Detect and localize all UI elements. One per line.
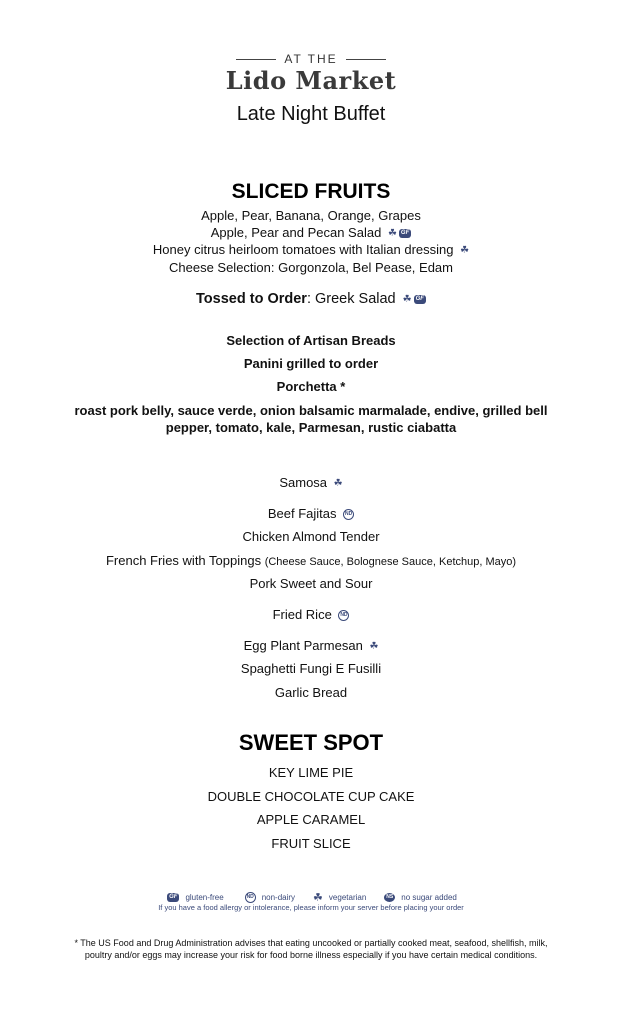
legend-gluten-free (165, 893, 224, 902)
menu-item (0, 241, 622, 259)
menu-item (0, 224, 622, 242)
menu-item: Chicken Almond Tender (242, 529, 380, 544)
section-title-sliced-fruits: SLICED FRUITS (231, 180, 391, 203)
menu-item: Spaghetti Fungi E Fusilli (240, 661, 382, 676)
menu-item: Porchetta * (276, 379, 346, 394)
legend-label: non-dairy (261, 893, 296, 902)
vegetarian-leaf-icon: ☘ (387, 228, 397, 240)
menu-item: Garlic Bread (274, 685, 348, 700)
menu-item: DOUBLE CHOCOLATE CUP CAKE (207, 789, 415, 804)
menu-item-label: Honey citrus heirloom tomatoes with Italian dressing (152, 242, 454, 257)
menu-item-label: Samosa (279, 475, 328, 490)
non-dairy-icon: ND (343, 509, 354, 520)
menu-item-label: Egg Plant Parmesan (243, 638, 363, 653)
at-the-label (0, 52, 622, 66)
menu-item: FRUIT SLICE (271, 836, 351, 851)
non-dairy-icon: ND (338, 610, 349, 621)
gluten-free-icon: GF (415, 295, 424, 302)
gluten-free-icon: GF (400, 230, 410, 237)
vegetarian-leaf-icon: ☘ (333, 478, 343, 490)
menu-item-label: Fried Rice (272, 607, 332, 622)
menu-item: Panini grilled to order (243, 356, 379, 371)
menu-item: Pork Sweet and Sour (249, 576, 373, 591)
menu-item (0, 552, 622, 571)
menu-item (0, 606, 622, 623)
menu-item-desc: pepper, tomato, kale, Parmesan, rustic ciabatta (165, 420, 457, 435)
menu-item: Cheese Selection: Gorgonzola, Bel Pease, Edam (168, 260, 453, 275)
menu-item-label: French Fries with Toppings (105, 553, 262, 568)
no-sugar-icon: NS (384, 893, 395, 902)
menu-item-desc: roast pork belly, sauce verde, onion balsamic marmalade, endive, grilled bell (74, 403, 548, 418)
menu-item: KEY LIME PIE (268, 765, 354, 780)
menu-item (0, 505, 622, 522)
brand-logo: Lido Market (225, 66, 397, 95)
menu-item-toppings: (Cheese Sauce, Bolognese Sauce, Ketchup, Mayo) (264, 556, 517, 568)
menu-item (0, 637, 622, 655)
legend-non-dairy (242, 892, 295, 903)
tossed-label: Tossed to Order (196, 291, 307, 307)
non-dairy-icon: ND (245, 892, 256, 903)
menu-item: APPLE CARAMEL (256, 812, 366, 827)
section-title-sweet-spot: SWEET SPOT (238, 730, 384, 755)
at-the-text: AT THE (284, 52, 338, 66)
menu-item (0, 474, 622, 492)
rule-left (236, 59, 276, 60)
gluten-free-icon: GF (169, 894, 178, 900)
menu-subtitle: Late Night Buffet (236, 103, 386, 125)
menu-item: Apple, Pear, Banana, Orange, Grapes (201, 208, 421, 223)
legend-no-sugar (384, 893, 457, 902)
fda-disclaimer: * The US Food and Drug Administration advises that eating uncooked or partially cooked meat, seafood, shellfish, milk, poultry and/or eggs may increase your risk for food borne illness especially if you have certain medical conditions. (74, 938, 548, 960)
legend-label: vegetarian (328, 893, 367, 902)
vegetarian-leaf-icon: ☘ (369, 641, 379, 653)
rule-right (346, 59, 386, 60)
legend-label: no sugar added (401, 893, 457, 902)
menu-item-tossed (0, 291, 622, 307)
allergy-note: If you have a food allergy or intolerance, please inform your server before placing your order (158, 903, 464, 912)
tossed-value: : Greek Salad (306, 291, 396, 307)
vegetarian-leaf-icon: ☘ (313, 892, 323, 904)
vegetarian-leaf-icon: ☘ (402, 293, 412, 305)
vegetarian-leaf-icon: ☘ (460, 245, 470, 257)
menu-item: Selection of Artisan Breads (226, 333, 396, 348)
menu-item-label: Beef Fajitas (267, 506, 337, 521)
menu-item-label: Apple, Pear and Pecan Salad (210, 225, 382, 240)
legend-label: gluten-free (185, 893, 224, 902)
